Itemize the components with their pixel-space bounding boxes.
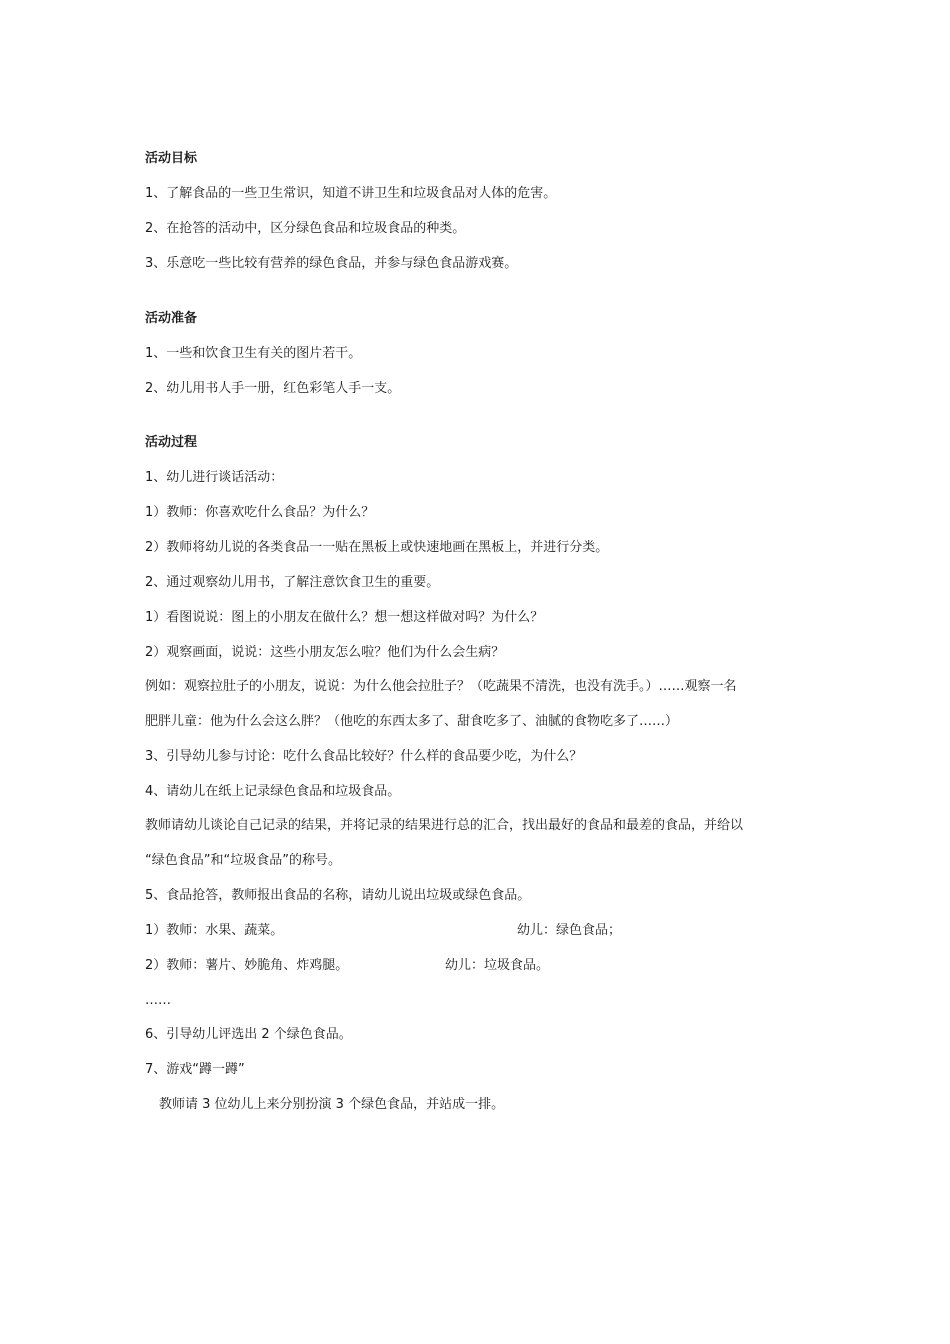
goal-item-3: 3、乐意吃一些比较有营养的绿色食品，并参与绿色食品游戏赛。 [145,256,518,271]
process-line: 教师请幼儿谈论自己记录的结果，并将记录的结果进行总的汇合，找出最好的食品和最差的食品，并给以 [145,818,744,833]
process-line: 1）看图说说：图上的小朋友在做什么？想一想这样做对吗？为什么？ [145,610,544,625]
prep-item-2: 2、幼儿用书人手一册，红色彩笔人手一支。 [145,381,401,396]
process-line: 7、游戏“蹲一蹲” [145,1062,245,1077]
goal-item-2: 2、在抢答的活动中，区分绿色食品和垃圾食品的种类。 [145,221,466,236]
prep-heading: 活动准备 [145,311,198,326]
qa-teacher-1: 1）教师：水果、蔬菜。 [145,923,284,938]
qa-teacher-2: 2）教师：薯片、妙脆角、炸鸡腿。 [145,958,349,973]
ellipsis: …… [145,993,171,1008]
process-line: 2、通过观察幼儿用书，了解注意饮食卫生的重要。 [145,575,440,590]
qa-child-2: 幼儿：垃圾食品。 [445,958,550,973]
process-line: 教师请 3 位幼儿上来分别扮演 3 个绿色食品，并站成一排。 [159,1097,505,1112]
process-line: 2）观察画面，说说：这些小朋友怎么啦？他们为什么会生病？ [145,645,505,660]
process-line: 6、引导幼儿评选出 2 个绿色食品。 [145,1027,352,1042]
process-line: 1、幼儿进行谈话活动： [145,470,284,485]
goal-item-1: 1、了解食品的一些卫生常识，知道不讲卫生和垃圾食品对人体的危害。 [145,186,557,201]
process-line: 3、引导幼儿参与讨论：吃什么食品比较好？什么样的食品要少吃，为什么？ [145,749,583,764]
process-line: 例如：观察拉肚子的小朋友，说说：为什么他会拉肚子？（吃蔬果不清洗，也没有洗手。）……观察一名 [145,679,737,694]
prep-item-1: 1、一些和饮食卫生有关的图片若干。 [145,346,362,361]
qa-child-1: 幼儿：绿色食品； [517,923,622,938]
process-line: “绿色食品”和“垃圾食品”的称号。 [145,853,341,868]
process-line: 2）教师将幼儿说的各类食品一一贴在黑板上或快速地画在黑板上，并进行分类。 [145,540,609,555]
goals-heading: 活动目标 [145,151,198,166]
process-line: 1）教师：你喜欢吃什么食品？为什么？ [145,505,375,520]
process-heading: 活动过程 [145,435,198,450]
process-line: 5、食品抢答，教师报出食品的名称，请幼儿说出垃圾或绿色食品。 [145,888,531,903]
process-line: 肥胖儿童：他为什么会这么胖？（他吃的东西太多了、甜食吃多了、油腻的食物吃多了……） [145,714,679,729]
process-line: 4、请幼儿在纸上记录绿色食品和垃圾食品。 [145,784,401,799]
